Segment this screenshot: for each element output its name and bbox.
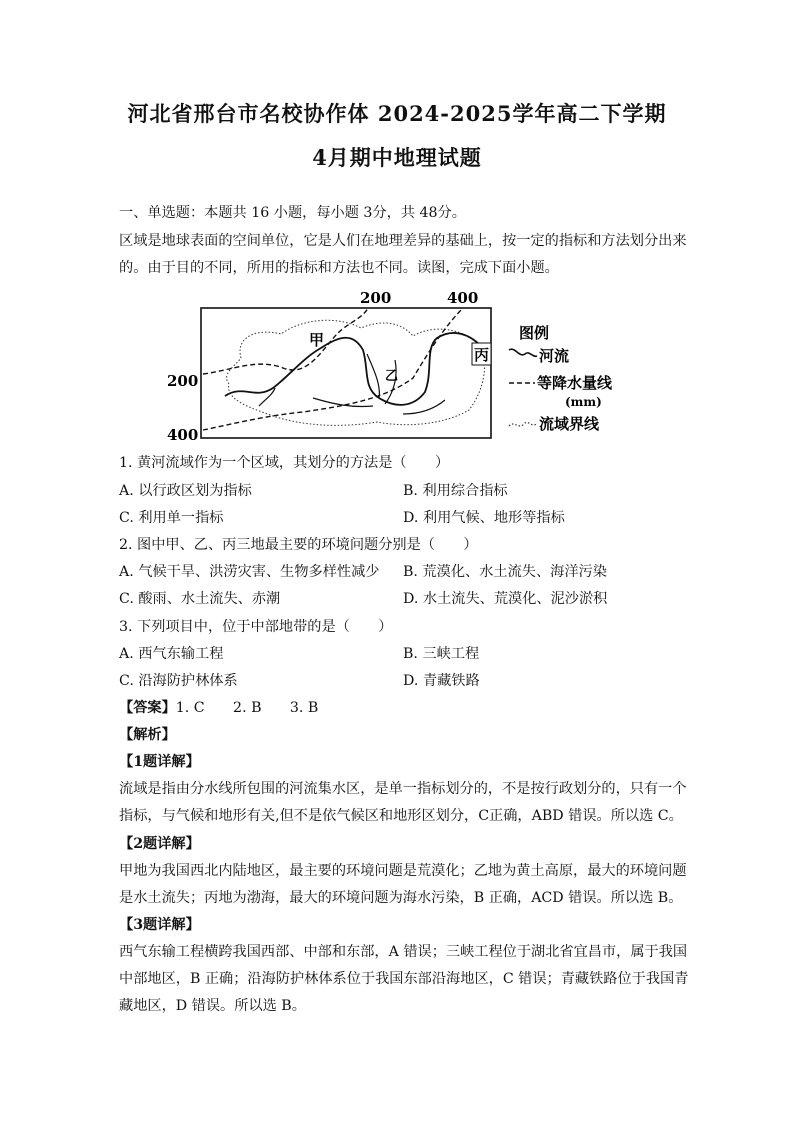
question-3-option-a: A. 西气东输工程 <box>119 646 224 662</box>
question-1-option-d: D. 利用气候、地形等指标 <box>403 510 565 526</box>
detail-3-line-1: 西气东输工程横跨我国西部、中部和东部，A 错误；三峡工程位于湖北省宜昌市，属于我国 <box>119 944 688 960</box>
legend-river: 河流 <box>539 347 570 365</box>
section-heading: 一、单选题：本题共 16 小题，每小题 3分，共 48分。 <box>119 205 466 221</box>
question-2-stem: 2. 图中甲、乙、丙三地最主要的环境问题分别是（ ） <box>119 537 478 553</box>
detail-1-line-1: 流域是指由分水线所包围的河流集水区，是单一指标划分的，不是按行政划分的，只有一个 <box>119 781 687 797</box>
detail-2-tag: 【2题详解】 <box>119 836 200 852</box>
answer-text: 1. C 2. B 3. B <box>175 700 319 716</box>
answer-line <box>119 698 318 718</box>
detail-3-line-2: 中部地区，B 正确；沿海防护林体系位于我国东部沿海地区，C 错误；青藏铁路位于我国青 <box>119 971 689 987</box>
map-frame <box>201 308 491 438</box>
answer-tag: 【答案】 <box>119 700 176 716</box>
isohyet-label-top-200: 200 <box>360 289 392 307</box>
region-yi: 乙 <box>385 369 399 384</box>
intro-line-1: 区域是地球表面的空间单位，它是人们在地理差异的基础上，按一定的指标和方法划分出来 <box>119 233 687 249</box>
paper-title-line1: 河北省邢台市名校协作体 2024-2025学年高二下学期 <box>127 101 667 126</box>
legend-isohyet: 等降水量线 <box>537 374 613 392</box>
detail-2-line-1: 甲地为我国西北内陆地区，最主要的环境问题是荒漠化；乙地为黄土高原，最大的环境问题 <box>119 863 687 879</box>
legend-river-symbol <box>509 349 537 356</box>
detail-1-tag: 【1题详解】 <box>119 754 200 770</box>
question-2-option-b: B. 荒漠化、水土流失、海洋污染 <box>403 564 607 580</box>
legend-boundary-symbol <box>509 422 536 426</box>
yellow-river <box>225 333 481 405</box>
intro-line-2: 的。由于目的不同，所用的指标和方法也不同。读图，完成下面小题。 <box>119 260 559 276</box>
question-2-option-d: D. 水土流失、荒漠化、泥沙淤积 <box>403 591 608 607</box>
detail-2-line-2: 是水土流失；丙地为渤海，最大的环境问题为海水污染，B 正确，ACD 错误。所以选 B。 <box>119 890 683 906</box>
river-tributary <box>367 354 379 398</box>
isohyet-200 <box>203 308 368 374</box>
river-tributary <box>403 400 445 414</box>
isohyet-label-top-400: 400 <box>447 289 479 307</box>
legend-boundary: 流域界线 <box>539 415 600 433</box>
detail-3-line-3: 藏地区，D 错误。所以选 B。 <box>119 998 306 1014</box>
isohyet-label-left-400: 400 <box>167 426 199 444</box>
question-2-option-a: A. 气候干旱、洪涝灾害、生物多样性减少 <box>119 564 380 580</box>
question-1-stem: 1. 黄河流域作为一个区域，其划分的方法是（ ） <box>119 455 450 471</box>
question-1-option-c: C. 利用单一指标 <box>119 510 224 526</box>
paper-title-line2: 4月期中地理试题 <box>312 145 482 170</box>
isohyet-label-left-200: 200 <box>167 372 199 390</box>
region-bing: 丙 <box>474 346 490 364</box>
question-3-option-c: C. 沿海防护林体系 <box>119 673 238 689</box>
region-jia: 甲 <box>309 331 325 349</box>
river-tributary <box>313 398 373 407</box>
basin-boundary <box>227 320 485 425</box>
question-1-option-a: A. 以行政区划为指标 <box>119 483 252 499</box>
legend-title: 图例 <box>519 324 550 342</box>
analysis-tag: 【解析】 <box>119 727 176 743</box>
question-3-stem: 3. 下列项目中，位于中部地带的是（ ） <box>119 619 393 635</box>
detail-3-tag: 【3题详解】 <box>119 917 200 933</box>
question-3-option-b: B. 三峡工程 <box>403 646 480 662</box>
yellow-river-basin-map <box>163 288 623 444</box>
question-1-option-b: B. 利用综合指标 <box>403 483 508 499</box>
detail-1-line-2: 指标，与气候和地形有关,但不是依气候区和地形区划分，C正确，ABD 错误。所以选 C。 <box>119 808 683 824</box>
legend-unit: (mm) <box>565 395 602 409</box>
question-3-option-d: D. 青藏铁路 <box>403 673 480 689</box>
question-2-option-c: C. 酸雨、水土流失、赤潮 <box>119 591 281 607</box>
